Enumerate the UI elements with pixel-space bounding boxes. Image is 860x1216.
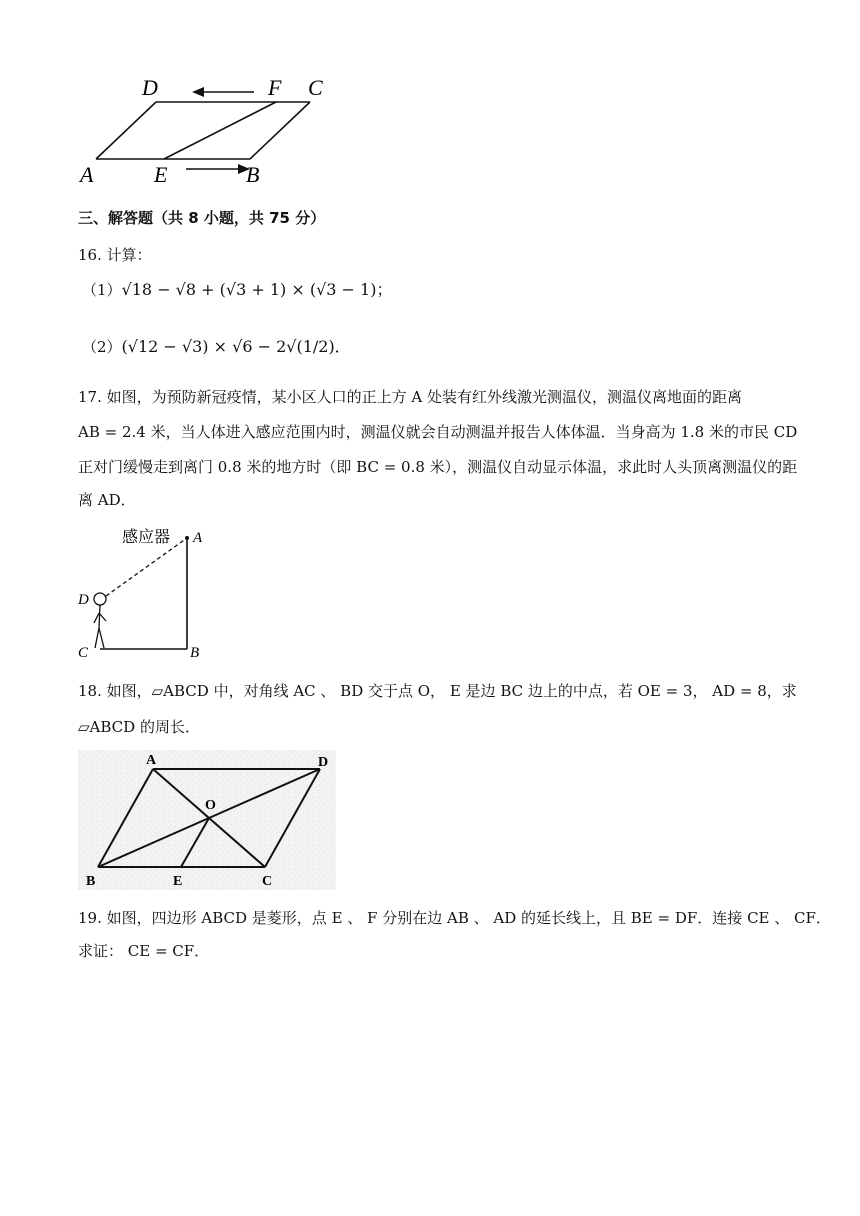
q16-part2-label: （2）: [82, 338, 122, 356]
q19-line2: 求证： CE = CF．: [78, 942, 210, 960]
label-A: A: [80, 162, 94, 187]
q16-part1-label: （1）: [82, 281, 122, 299]
q18-line1: 18. 如图，▱ABCD 中，对角线 AC 、 BD 交于点 O， E 是边 BC 边上的中点，若 OE = 3， AD = 8，求: [78, 682, 797, 700]
label-O: O: [205, 798, 216, 813]
label-C: C: [262, 874, 273, 889]
label-D: D: [78, 592, 89, 608]
label-B: B: [246, 162, 260, 187]
q16-part2-expr: (√12 − √3) × √6 − 2√(1/2)．: [121, 337, 351, 356]
q18-figure: [78, 750, 336, 890]
label-B: B: [86, 874, 96, 889]
label-E: E: [154, 162, 168, 187]
q16-part2: [82, 337, 351, 357]
q15-figure: [78, 72, 348, 187]
label-C: C: [78, 645, 89, 661]
q17-line4: 离 AD．: [78, 491, 136, 509]
q19-line1: 19. 如图，四边形 ABCD 是菱形，点 E 、 F 分别在边 AB 、 AD 的延长线上，且 BE = DF．连接 CE 、 CF．: [78, 909, 831, 927]
label-A: A: [146, 753, 157, 768]
q17-line3: 正对门缓慢走到离门 0.8 米的地方时（即 BC = 0.8 米），测温仪自动显示体温，求此时人头顶离测温仪的距: [78, 458, 798, 476]
label-D: D: [142, 75, 158, 100]
q16-part1: [82, 280, 392, 300]
q16-part1-expr: √18 − √8 + (√3 + 1) × (√3 − 1)；: [121, 280, 393, 299]
sensor-label: 感应器: [122, 529, 171, 546]
label-E: E: [173, 874, 183, 889]
label-B: B: [190, 645, 200, 661]
q17-line2: AB = 2.4 米，当人体进入感应范围内时，测温仪就会自动测温并报告人体体温．当身高为 1.8 米的市民 CD: [78, 423, 798, 441]
q16-stem: 16. 计算：: [78, 246, 152, 264]
q17-line1: 17. 如图，为预防新冠疫情，某小区人口的正上方 A 处装有红外线激光测温仪，测温仪离地面的距离: [78, 388, 742, 406]
q17-figure: [74, 520, 224, 665]
label-C: C: [308, 75, 323, 100]
label-F: F: [268, 75, 282, 100]
section-title: 三、解答题（共 8 小题，共 75 分）: [78, 209, 326, 227]
q18-line2: ▱ABCD 的周长．: [78, 718, 200, 736]
label-A: A: [193, 530, 203, 546]
label-D: D: [318, 755, 329, 770]
